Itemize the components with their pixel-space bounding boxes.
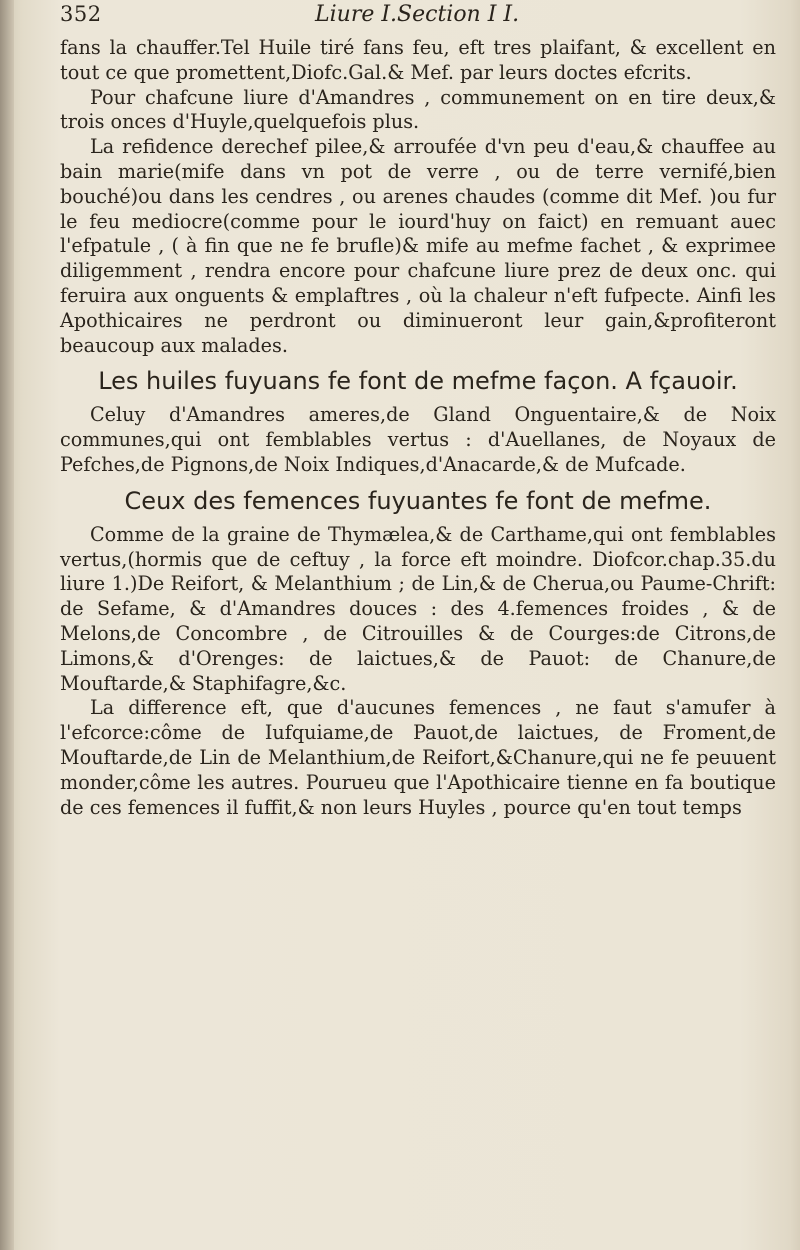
body-text xyxy=(60,36,776,820)
paragraph: La difference eft, que d'aucunes femences , ne faut s'amufer à l'efcorce:côme de Iufquiame,de Pauot,de laictues, de Froment,de Mouftarde,de Lin de Melanthium,de Reifort,&Chanure,qui ne fe peuuent monder,côme les autres. Pourueu que l'Apothicaire tienne en fa boutique de ces femences il fuffit,& non leurs Huyles , pource qu'en tout temps xyxy=(60,696,776,819)
page-binding-edge xyxy=(0,0,14,1250)
running-head: Liure I.Section I I. xyxy=(315,2,520,27)
page-number: 352 xyxy=(60,2,102,26)
paragraph: Comme de la graine de Thymælea,& de Carthame,qui ont femblables vertus,(hormis que de ceftuy , la force eft moindre. Diofcor.chap.35.du liure 1.)De Reifort, & Melanthium ; de Lin,& de Cherua,ou Paume-Chrift: de Sefame, & d'Amandres douces : des 4.femences froides , & de Melons,de Concombre , de Citrouilles & de Courges:de Citrons,de Limons,& d'Orenges: de laictues,& de Pauot: de Chanure,de Mouftarde,& Staphifagre,&c. xyxy=(60,522,776,695)
section-heading: Ceux des femences fuyuantes fe font de mefme. xyxy=(124,486,712,515)
section-heading: Les huiles fuyuans fe font de mefme façon. A fçauoir. xyxy=(98,367,738,396)
paragraph: Pour chafcune liure d'Amandres , communement on en tire deux,& trois onces d'Huyle,quelquefois plus. xyxy=(60,85,776,134)
paragraph: La refidence derechef pilee,& arroufée d'vn peu d'eau,& chauffee au bain marie(mife dans vn pot de verre , ou de terre vernifé,bien bouché)ou dans les cendres , ou arenes chaudes (comme dit Mef. )ou fur le feu mediocre(comme pour le iourd'huy on faict) en remuant auec l'efpatule , ( à fin que ne fe brufle)& mife au mefme fachet , & exprimee diligemment , rendra encore pour chafcune liure prez de deux onc. qui feruira aux onguents & emplaftres , où la chaleur n'eft fufpecte. Ainfi les Apothicaires ne perdront ou diminueront leur gain,&profiteront beaucoup aux malades. xyxy=(60,135,776,357)
paragraph: fans la chauffer.Tel Huile tiré fans feu, eft tres plaifant, & excellent en tout ce que promettent,Diofc.Gal.& Mef. par leurs doctes efcrits. xyxy=(60,36,776,84)
paragraph: Celuy d'Amandres ameres,de Gland Onguentaire,& de Noix communes,qui ont femblables vertus : d'Auellanes, de Noyaux de Pefches,de Pignons,de Noix Indiques,d'Anacarde,& de Mufcade. xyxy=(60,403,776,476)
page-header xyxy=(60,2,780,32)
